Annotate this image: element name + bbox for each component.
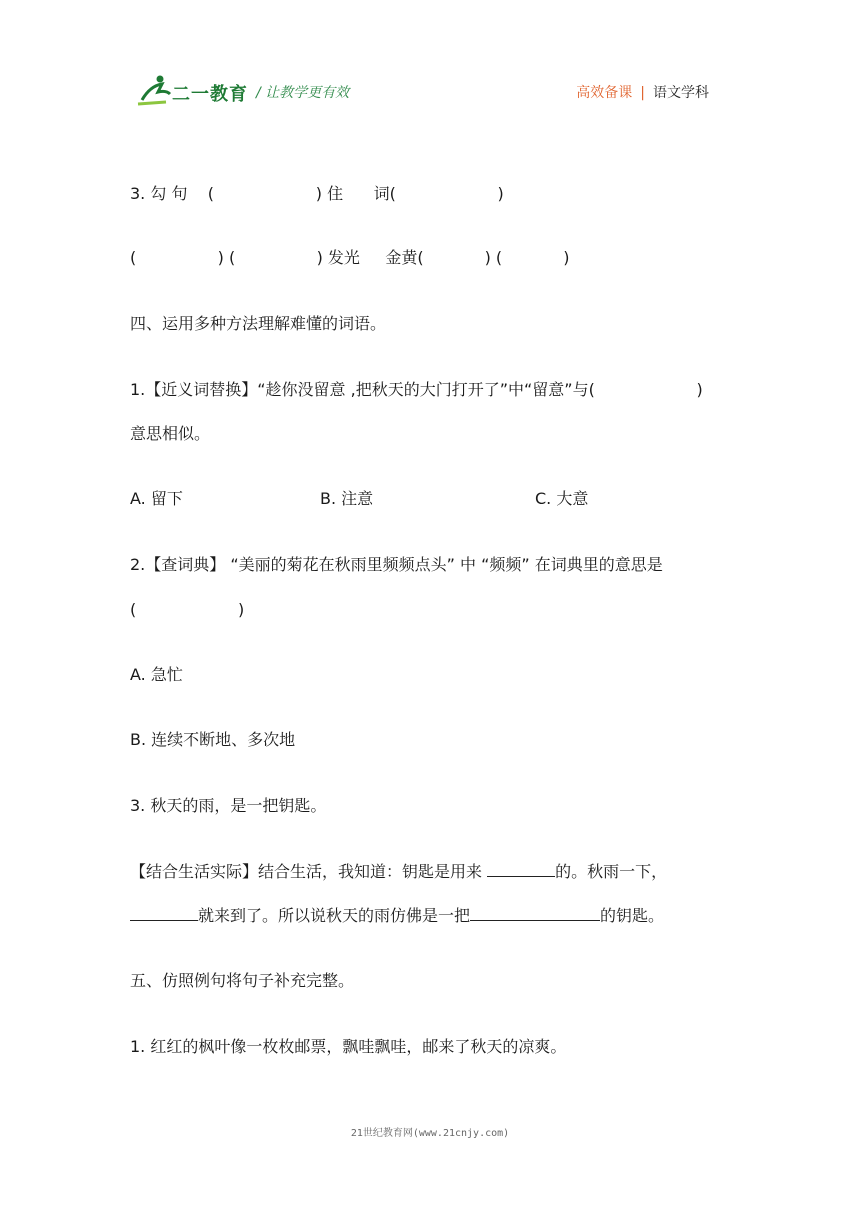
header-subject <box>576 82 709 102</box>
question-line: 2.【查词典】 “美丽的菊花在秋雨里频频点头” 中 “频频” 在词典里的意思是 <box>130 555 663 574</box>
answer-blank[interactable] <box>130 906 198 921</box>
section-heading: 四、运用多种方法理解难懂的词语。 <box>130 314 387 333</box>
header-label-subject: 语文学科 <box>653 85 709 101</box>
page-header <box>0 0 860 130</box>
question-line: ( ) ( ) 发光 金黄( ) ( ) <box>130 248 570 267</box>
option-c: C. 大意 <box>535 489 589 508</box>
question-line: 3. 秋天的雨，是一把钥匙。 <box>130 796 327 815</box>
header-label-prep: 高效备课 <box>576 85 633 101</box>
answer-blank[interactable] <box>470 906 600 921</box>
question-line: 意思相似。 <box>130 424 211 443</box>
question-line: 3. 勾 句 ( ) 住 词( ) <box>130 184 504 203</box>
option-a: A. 留下 <box>130 489 183 508</box>
answer-blank[interactable] <box>487 862 555 877</box>
fill-text: 的。秋雨一下， <box>555 862 668 881</box>
header-separator: | <box>640 85 645 101</box>
fill-text: 【结合生活实际】结合生活，我知道：钥匙是用来 <box>130 862 488 881</box>
brand-name: 二一教育 <box>172 84 248 105</box>
fill-text: 的钥匙。 <box>600 906 665 925</box>
section-heading: 五、仿照例句将句子补充完整。 <box>130 971 355 990</box>
option-b: B. 连续不断地、多次地 <box>130 730 296 749</box>
slogan: / 让教学更有效 <box>256 85 350 101</box>
fill-text: 就来到了。所以说秋天的雨仿佛是一把 <box>198 906 471 925</box>
question-line: 1. 红红的枫叶像一枚枚邮票，飘哇飘哇，邮来了秋天的凉爽。 <box>130 1037 567 1056</box>
question-line: 1.【近义词替换】“趁你没留意 ,把秋天的大门打开了”中“留意”与( ) <box>130 380 703 399</box>
option-b: B. 注意 <box>320 489 374 508</box>
page-footer: 21世纪教育网(www.21cnjy.com) <box>350 1128 510 1139</box>
fill-blank-line <box>130 906 664 926</box>
option-a: A. 急忙 <box>130 665 183 684</box>
answer-paren: ( ) <box>130 600 245 619</box>
fill-blank-line <box>130 862 667 882</box>
